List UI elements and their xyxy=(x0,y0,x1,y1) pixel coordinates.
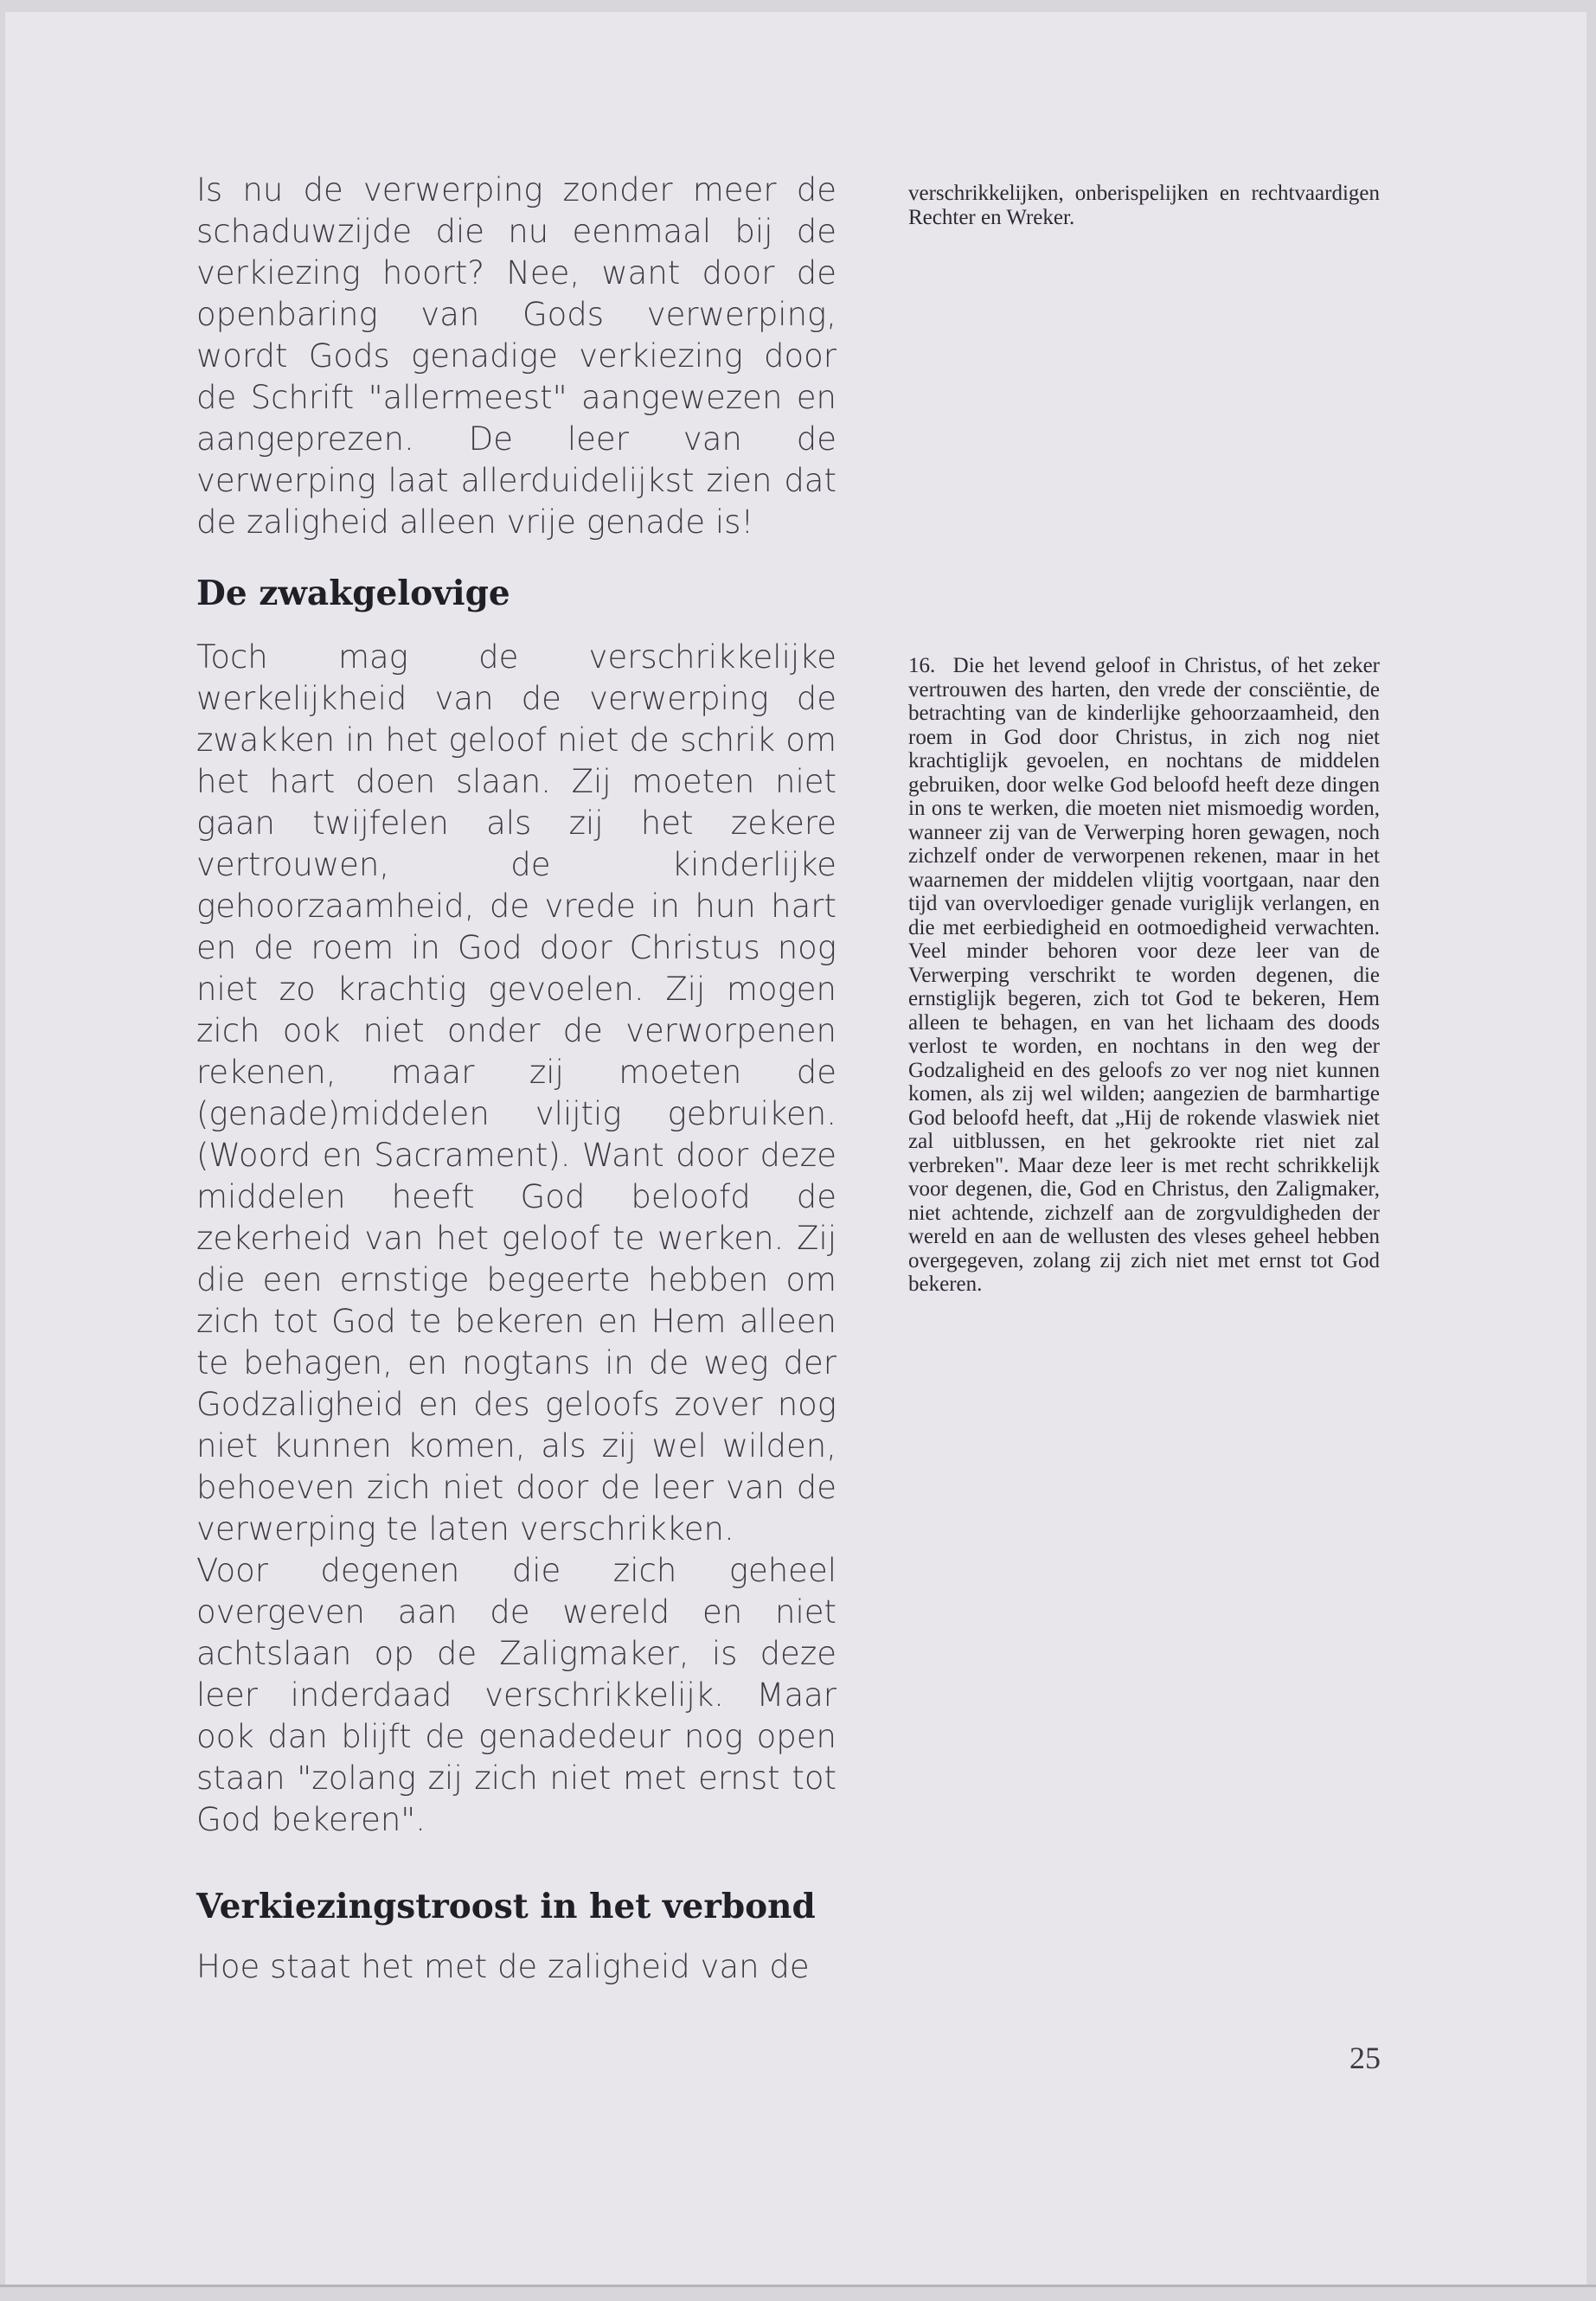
intro-paragraph: Is nu de verwerping zonder meer de schaduwzijde die nu eenmaal bij de verkiezing hoort? Nee, want door de openbaring van Gods verwerping, wordt Gods genadige verkiezing door de Schrift "allermeest" aangewezen en aangeprezen. De leer van de verwerping laat allerduidelijkst zien dat de zaligheid alleen vrije genade is! xyxy=(196,171,836,541)
side-note-number: 16. xyxy=(908,654,936,677)
page-number: 25 xyxy=(1349,2041,1381,2075)
side-note-text: Die het levend geloof in Christus, of het zeker vertrouwen des harten, den vrede der consciëntie, de betrachting van de kinderlijke gehoorzaamheid, den roem in God door Christus, in zich nog niet krachtiglijk gevoelen, en nochtans de middelen gebruiken, door welke God beloofd heeft deze dingen in ons te werken, die moeten niet mismoedig worden, wanneer zij van de Verwerping horen gewagen, noch zichzelf onder de verworpenen rekenen, maar in het waarnemen der middelen vlijtig voortgaan, naar den tijd van overvloediger genade vuriglijk verlangen, en die met eerbiedigheid en ootmoedigheid verwachten. Veel minder behoren voor deze leer van de Verwerping verschrikt te worden degenen, die ernstiglijk begeren, zich tot God te bekeren, Hem alleen te behagen, en van het lichaam des doods verlost te worden, en nochtans in den weg der Godzaligheid en des geloofs zo ver nog niet kunnen komen, als zij wel wilden; aangezien de barmhartige God beloofd heeft, dat „Hij de rokende vlaswiek niet zal uitblussen, en het gekrookte riet niet zal verbreken". Maar deze leer is met recht schrikkelijk voor degenen, die, God en Christus, den Zaligmaker, niet achtende, zichzelf aan de zorgvuldigheden der wereld en aan de wellusten des vleses geheel hebben overgegeven, zolang zij zich niet met ernst tot God bekeren. xyxy=(908,654,1381,1296)
side-note-16 xyxy=(908,654,1380,1297)
side-note-paragraph xyxy=(908,654,1380,1297)
heading-zwakgelovige: De zwakgelovige xyxy=(196,574,510,613)
heading-verkiezingstroost: Verkiezingstroost in het verbond xyxy=(196,1887,816,1926)
bottom-rule xyxy=(0,2285,1596,2287)
main-column xyxy=(196,170,836,1988)
side-top-text xyxy=(908,182,1380,229)
zwakgelovige-paragraph-2: Voor degenen die zich geheel overgeven aan de wereld en niet achtslaan op de Zaligmaker, is deze leer inderdaad verschrikkelijk. Maar ook dan blijft de genadedeur nog open staan "zolang zij zich niet met ernst tot God bekeren". xyxy=(196,1552,836,1838)
verkiezingstroost-paragraph: Hoe staat het met de zaligheid van de xyxy=(196,1948,810,1985)
side-top-paragraph: verschrikkelijken, onberispelijken en rechtvaardigen Rechter en Wreker. xyxy=(908,182,1380,229)
zwakgelovige-paragraph-1: Toch mag de verschrikkelijke werkelijkheid van de verwerping de zwakken in het geloof niet de schrik om het hart doen slaan. Zij moeten niet gaan twijfelen als zij het zekere vertrouwen, de kinderlijke gehoorzaamheid, de vrede in hun hart en de roem in God door Christus nog niet zo krachtig gevoelen. Zij mogen zich ook niet onder de verworpenen rekenen, maar zij moeten de (genade)middelen vlijtig gebruiken. (Woord en Sacrament). Want door deze middelen heeft God beloofd de zekerheid van het geloof te werken. Zij die een ernstige begeerte hebben om zich tot God te bekeren en Hem alleen te behagen, en nogtans in de weg der Godzaligheid en des geloofs zover nog niet kunnen komen, als zij wel wilden, behoeven zich niet door de leer van de verwerping te laten verschrikken. xyxy=(196,638,836,1548)
